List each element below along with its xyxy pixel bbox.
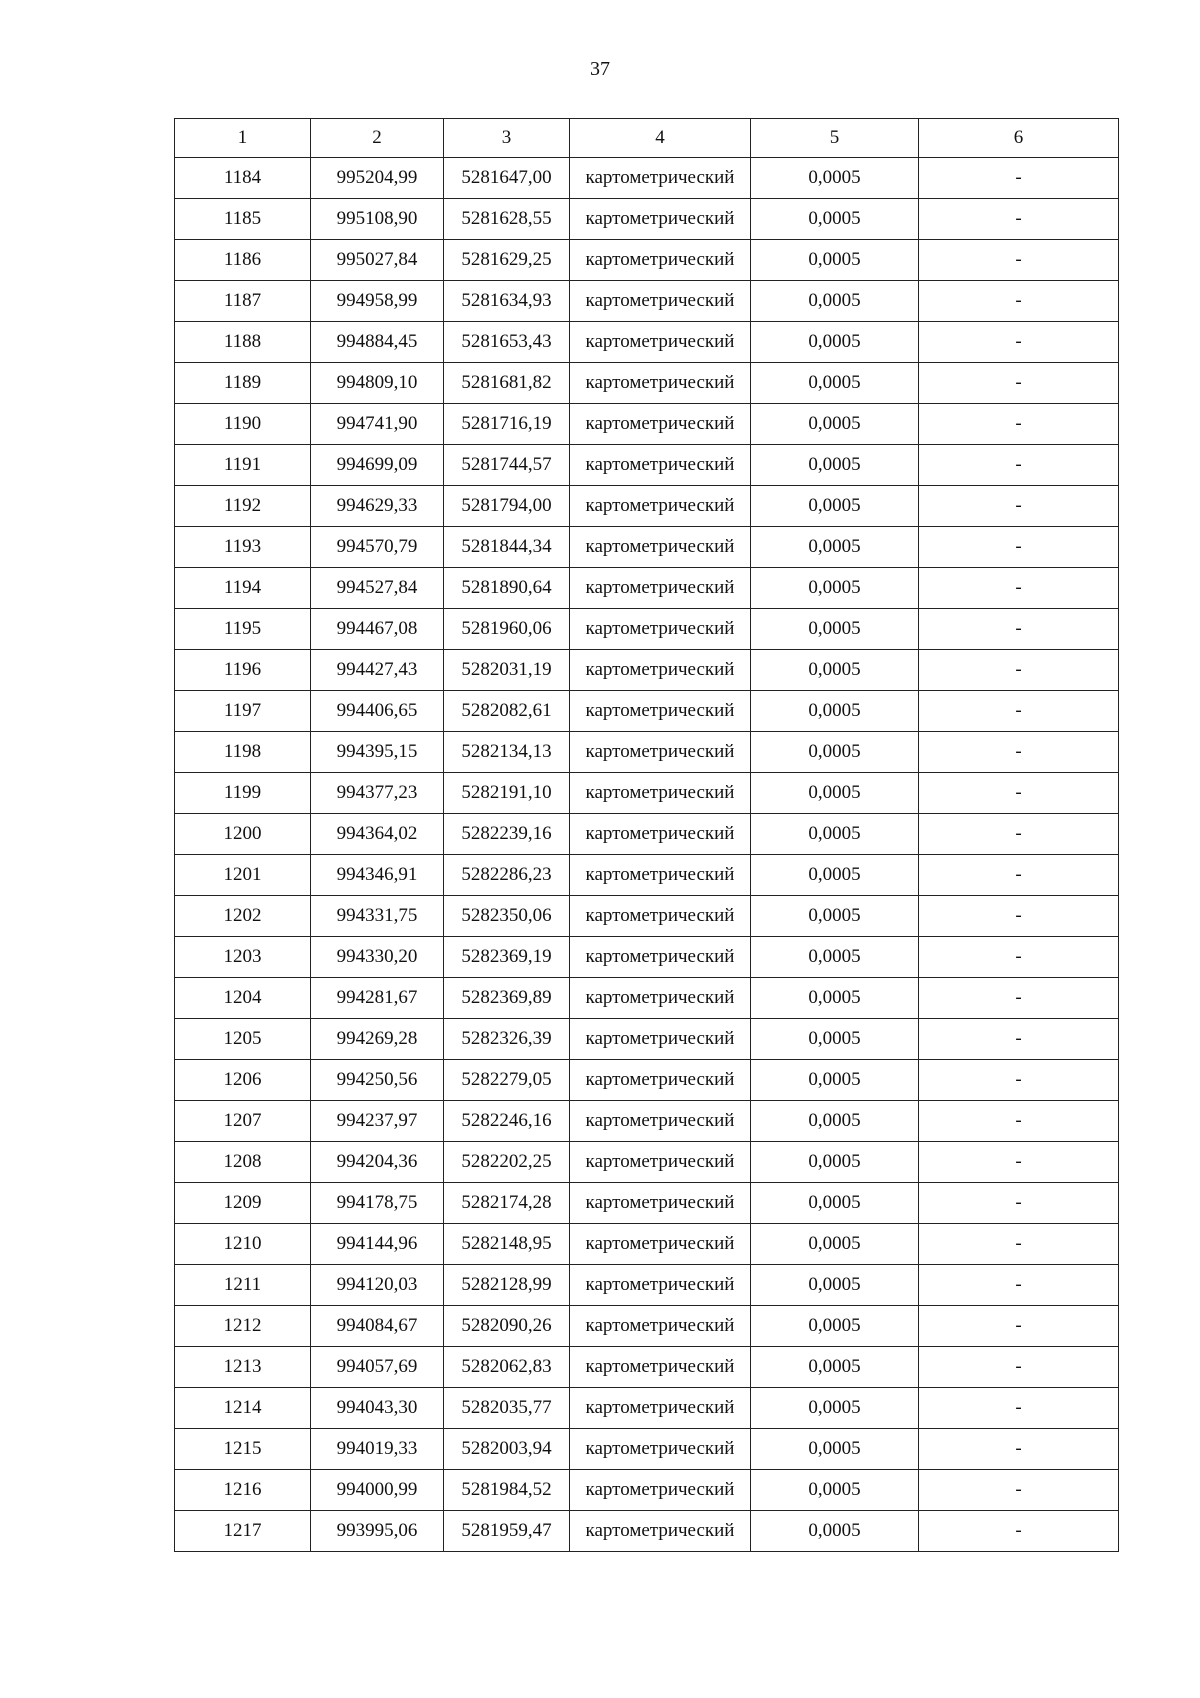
column-header: 1 [175,119,311,158]
coordinate-x-cell: 994269,28 [311,1019,444,1060]
method-cell: картометрический [570,1060,751,1101]
method-cell: картометрический [570,281,751,322]
accuracy-cell: 0,0005 [751,1429,919,1470]
point-number-cell: 1187 [175,281,311,322]
accuracy-cell: 0,0005 [751,732,919,773]
point-number-cell: 1195 [175,609,311,650]
point-number-cell: 1189 [175,363,311,404]
table-row [175,1183,1119,1224]
table-row [175,1265,1119,1306]
note-cell: - [919,1347,1119,1388]
method-cell: картометрический [570,404,751,445]
table-row [175,527,1119,568]
method-cell: картометрический [570,1388,751,1429]
table-row [175,568,1119,609]
point-number-cell: 1212 [175,1306,311,1347]
accuracy-cell: 0,0005 [751,322,919,363]
note-cell: - [919,814,1119,855]
table-row [175,445,1119,486]
coordinate-x-cell: 994178,75 [311,1183,444,1224]
coordinate-x-cell: 994237,97 [311,1101,444,1142]
coordinate-y-cell: 5282090,26 [444,1306,570,1347]
table-row [175,281,1119,322]
coordinate-y-cell: 5281634,93 [444,281,570,322]
coordinate-y-cell: 5282134,13 [444,732,570,773]
table-row [175,1101,1119,1142]
note-cell: - [919,568,1119,609]
coordinate-x-cell: 994120,03 [311,1265,444,1306]
point-number-cell: 1190 [175,404,311,445]
method-cell: картометрический [570,1019,751,1060]
point-number-cell: 1192 [175,486,311,527]
coordinate-x-cell: 994527,84 [311,568,444,609]
accuracy-cell: 0,0005 [751,855,919,896]
method-cell: картометрический [570,1347,751,1388]
coordinate-x-cell: 994084,67 [311,1306,444,1347]
coordinate-y-cell: 5282035,77 [444,1388,570,1429]
note-cell: - [919,363,1119,404]
accuracy-cell: 0,0005 [751,609,919,650]
point-number-cell: 1193 [175,527,311,568]
table-row [175,978,1119,1019]
table-row [175,158,1119,199]
note-cell: - [919,691,1119,732]
point-number-cell: 1209 [175,1183,311,1224]
method-cell: картометрический [570,1101,751,1142]
coordinate-y-cell: 5281716,19 [444,404,570,445]
point-number-cell: 1184 [175,158,311,199]
coordinate-x-cell: 994809,10 [311,363,444,404]
note-cell: - [919,650,1119,691]
method-cell: картометрический [570,1306,751,1347]
coordinate-y-cell: 5281984,52 [444,1470,570,1511]
coordinate-x-cell: 994364,02 [311,814,444,855]
table-row [175,404,1119,445]
point-number-cell: 1205 [175,1019,311,1060]
method-cell: картометрический [570,1142,751,1183]
accuracy-cell: 0,0005 [751,240,919,281]
note-cell: - [919,486,1119,527]
point-number-cell: 1216 [175,1470,311,1511]
method-cell: картометрический [570,363,751,404]
table-row [175,1142,1119,1183]
coordinate-x-cell: 994958,99 [311,281,444,322]
coordinate-y-cell: 5282191,10 [444,773,570,814]
accuracy-cell: 0,0005 [751,1142,919,1183]
coordinate-y-cell: 5282369,19 [444,937,570,978]
point-number-cell: 1191 [175,445,311,486]
accuracy-cell: 0,0005 [751,650,919,691]
point-number-cell: 1188 [175,322,311,363]
method-cell: картометрический [570,855,751,896]
table-row [175,1511,1119,1552]
accuracy-cell: 0,0005 [751,1265,919,1306]
table-row [175,814,1119,855]
coordinate-y-cell: 5282369,89 [444,978,570,1019]
coordinate-y-cell: 5281647,00 [444,158,570,199]
coordinate-y-cell: 5282350,06 [444,896,570,937]
coordinate-y-cell: 5281960,06 [444,609,570,650]
coordinate-x-cell: 994427,43 [311,650,444,691]
coordinate-y-cell: 5281890,64 [444,568,570,609]
accuracy-cell: 0,0005 [751,1306,919,1347]
table-row [175,1060,1119,1101]
accuracy-cell: 0,0005 [751,978,919,1019]
coordinate-y-cell: 5282286,23 [444,855,570,896]
coordinate-x-cell: 994330,20 [311,937,444,978]
table-row [175,1388,1119,1429]
accuracy-cell: 0,0005 [751,1470,919,1511]
method-cell: картометрический [570,1429,751,1470]
accuracy-cell: 0,0005 [751,937,919,978]
coordinate-y-cell: 5282148,95 [444,1224,570,1265]
method-cell: картометрический [570,568,751,609]
coordinate-y-cell: 5282003,94 [444,1429,570,1470]
point-number-cell: 1198 [175,732,311,773]
coordinate-y-cell: 5282202,25 [444,1142,570,1183]
method-cell: картометрический [570,486,751,527]
table-body [175,158,1119,1552]
coordinate-y-cell: 5281628,55 [444,199,570,240]
coordinate-y-cell: 5281681,82 [444,363,570,404]
method-cell: картометрический [570,1265,751,1306]
method-cell: картометрический [570,445,751,486]
accuracy-cell: 0,0005 [751,1224,919,1265]
method-cell: картометрический [570,650,751,691]
note-cell: - [919,404,1119,445]
note-cell: - [919,1265,1119,1306]
table-row [175,609,1119,650]
method-cell: картометрический [570,691,751,732]
method-cell: картометрический [570,1224,751,1265]
method-cell: картометрический [570,937,751,978]
point-number-cell: 1208 [175,1142,311,1183]
method-cell: картометрический [570,814,751,855]
coordinate-x-cell: 994346,91 [311,855,444,896]
table-row [175,199,1119,240]
note-cell: - [919,1060,1119,1101]
table-row [175,1470,1119,1511]
coordinate-x-cell: 994741,90 [311,404,444,445]
coordinate-y-cell: 5282128,99 [444,1265,570,1306]
coordinate-y-cell: 5281844,34 [444,527,570,568]
coordinate-y-cell: 5282279,05 [444,1060,570,1101]
coordinate-y-cell: 5281959,47 [444,1511,570,1552]
table-row [175,773,1119,814]
accuracy-cell: 0,0005 [751,814,919,855]
accuracy-cell: 0,0005 [751,1060,919,1101]
coordinate-y-cell: 5282031,19 [444,650,570,691]
note-cell: - [919,281,1119,322]
point-number-cell: 1207 [175,1101,311,1142]
method-cell: картометрический [570,609,751,650]
point-number-cell: 1185 [175,199,311,240]
note-cell: - [919,1142,1119,1183]
note-cell: - [919,445,1119,486]
coordinate-y-cell: 5281653,43 [444,322,570,363]
coordinate-x-cell: 993995,06 [311,1511,444,1552]
coordinate-x-cell: 995027,84 [311,240,444,281]
coordinate-x-cell: 994467,08 [311,609,444,650]
note-cell: - [919,158,1119,199]
note-cell: - [919,1470,1119,1511]
coordinate-x-cell: 994395,15 [311,732,444,773]
note-cell: - [919,855,1119,896]
table-row [175,363,1119,404]
method-cell: картометрический [570,773,751,814]
table-row [175,650,1119,691]
method-cell: картометрический [570,527,751,568]
coordinate-y-cell: 5282239,16 [444,814,570,855]
point-number-cell: 1186 [175,240,311,281]
accuracy-cell: 0,0005 [751,404,919,445]
coordinate-x-cell: 994281,67 [311,978,444,1019]
coordinate-x-cell: 994250,56 [311,1060,444,1101]
coordinate-x-cell: 994699,09 [311,445,444,486]
table-row [175,240,1119,281]
point-number-cell: 1194 [175,568,311,609]
point-number-cell: 1199 [175,773,311,814]
point-number-cell: 1203 [175,937,311,978]
note-cell: - [919,978,1119,1019]
accuracy-cell: 0,0005 [751,568,919,609]
point-number-cell: 1201 [175,855,311,896]
coordinate-y-cell: 5282174,28 [444,1183,570,1224]
accuracy-cell: 0,0005 [751,1347,919,1388]
method-cell: картометрический [570,896,751,937]
accuracy-cell: 0,0005 [751,445,919,486]
accuracy-cell: 0,0005 [751,1388,919,1429]
accuracy-cell: 0,0005 [751,363,919,404]
method-cell: картометрический [570,199,751,240]
accuracy-cell: 0,0005 [751,158,919,199]
note-cell: - [919,1183,1119,1224]
table-row [175,1224,1119,1265]
method-cell: картометрический [570,1470,751,1511]
coordinate-y-cell: 5282326,39 [444,1019,570,1060]
table-row [175,732,1119,773]
column-header: 6 [919,119,1119,158]
coordinate-x-cell: 994629,33 [311,486,444,527]
coordinate-y-cell: 5281794,00 [444,486,570,527]
accuracy-cell: 0,0005 [751,773,919,814]
accuracy-cell: 0,0005 [751,1019,919,1060]
point-number-cell: 1196 [175,650,311,691]
coordinate-x-cell: 994144,96 [311,1224,444,1265]
note-cell: - [919,937,1119,978]
coordinate-x-cell: 994204,36 [311,1142,444,1183]
coordinate-x-cell: 995204,99 [311,158,444,199]
coordinates-table [174,118,1119,1552]
accuracy-cell: 0,0005 [751,896,919,937]
page-number: 37 [590,58,610,80]
accuracy-cell: 0,0005 [751,199,919,240]
table-row [175,896,1119,937]
table-row [175,322,1119,363]
point-number-cell: 1215 [175,1429,311,1470]
column-header: 4 [570,119,751,158]
accuracy-cell: 0,0005 [751,1183,919,1224]
point-number-cell: 1217 [175,1511,311,1552]
table-row [175,855,1119,896]
note-cell: - [919,732,1119,773]
point-number-cell: 1197 [175,691,311,732]
method-cell: картометрический [570,1183,751,1224]
note-cell: - [919,527,1119,568]
table-row [175,1347,1119,1388]
method-cell: картометрический [570,1511,751,1552]
note-cell: - [919,773,1119,814]
note-cell: - [919,322,1119,363]
coordinate-x-cell: 995108,90 [311,199,444,240]
point-number-cell: 1210 [175,1224,311,1265]
coordinate-y-cell: 5282062,83 [444,1347,570,1388]
coordinate-y-cell: 5282246,16 [444,1101,570,1142]
coordinate-x-cell: 994019,33 [311,1429,444,1470]
column-header: 2 [311,119,444,158]
coordinate-y-cell: 5282082,61 [444,691,570,732]
point-number-cell: 1204 [175,978,311,1019]
accuracy-cell: 0,0005 [751,1101,919,1142]
table-row [175,1019,1119,1060]
note-cell: - [919,1224,1119,1265]
column-header: 5 [751,119,919,158]
coordinate-x-cell: 994043,30 [311,1388,444,1429]
note-cell: - [919,199,1119,240]
method-cell: картометрический [570,732,751,773]
note-cell: - [919,896,1119,937]
coordinate-x-cell: 994406,65 [311,691,444,732]
note-cell: - [919,1511,1119,1552]
point-number-cell: 1214 [175,1388,311,1429]
note-cell: - [919,1388,1119,1429]
method-cell: картометрический [570,158,751,199]
point-number-cell: 1211 [175,1265,311,1306]
method-cell: картометрический [570,240,751,281]
table-row [175,1306,1119,1347]
coordinate-x-cell: 994057,69 [311,1347,444,1388]
accuracy-cell: 0,0005 [751,691,919,732]
point-number-cell: 1200 [175,814,311,855]
coordinate-x-cell: 994331,75 [311,896,444,937]
table-row [175,486,1119,527]
note-cell: - [919,609,1119,650]
coordinate-x-cell: 994377,23 [311,773,444,814]
note-cell: - [919,1429,1119,1470]
note-cell: - [919,240,1119,281]
point-number-cell: 1202 [175,896,311,937]
coordinate-y-cell: 5281629,25 [444,240,570,281]
point-number-cell: 1206 [175,1060,311,1101]
method-cell: картометрический [570,978,751,1019]
table-row [175,1429,1119,1470]
table-header-row [175,119,1119,158]
coordinate-x-cell: 994570,79 [311,527,444,568]
point-number-cell: 1213 [175,1347,311,1388]
note-cell: - [919,1306,1119,1347]
accuracy-cell: 0,0005 [751,486,919,527]
coordinate-x-cell: 994000,99 [311,1470,444,1511]
note-cell: - [919,1019,1119,1060]
note-cell: - [919,1101,1119,1142]
table-row [175,937,1119,978]
accuracy-cell: 0,0005 [751,1511,919,1552]
coordinate-y-cell: 5281744,57 [444,445,570,486]
column-header: 3 [444,119,570,158]
accuracy-cell: 0,0005 [751,281,919,322]
table-row [175,691,1119,732]
coordinate-x-cell: 994884,45 [311,322,444,363]
accuracy-cell: 0,0005 [751,527,919,568]
method-cell: картометрический [570,322,751,363]
